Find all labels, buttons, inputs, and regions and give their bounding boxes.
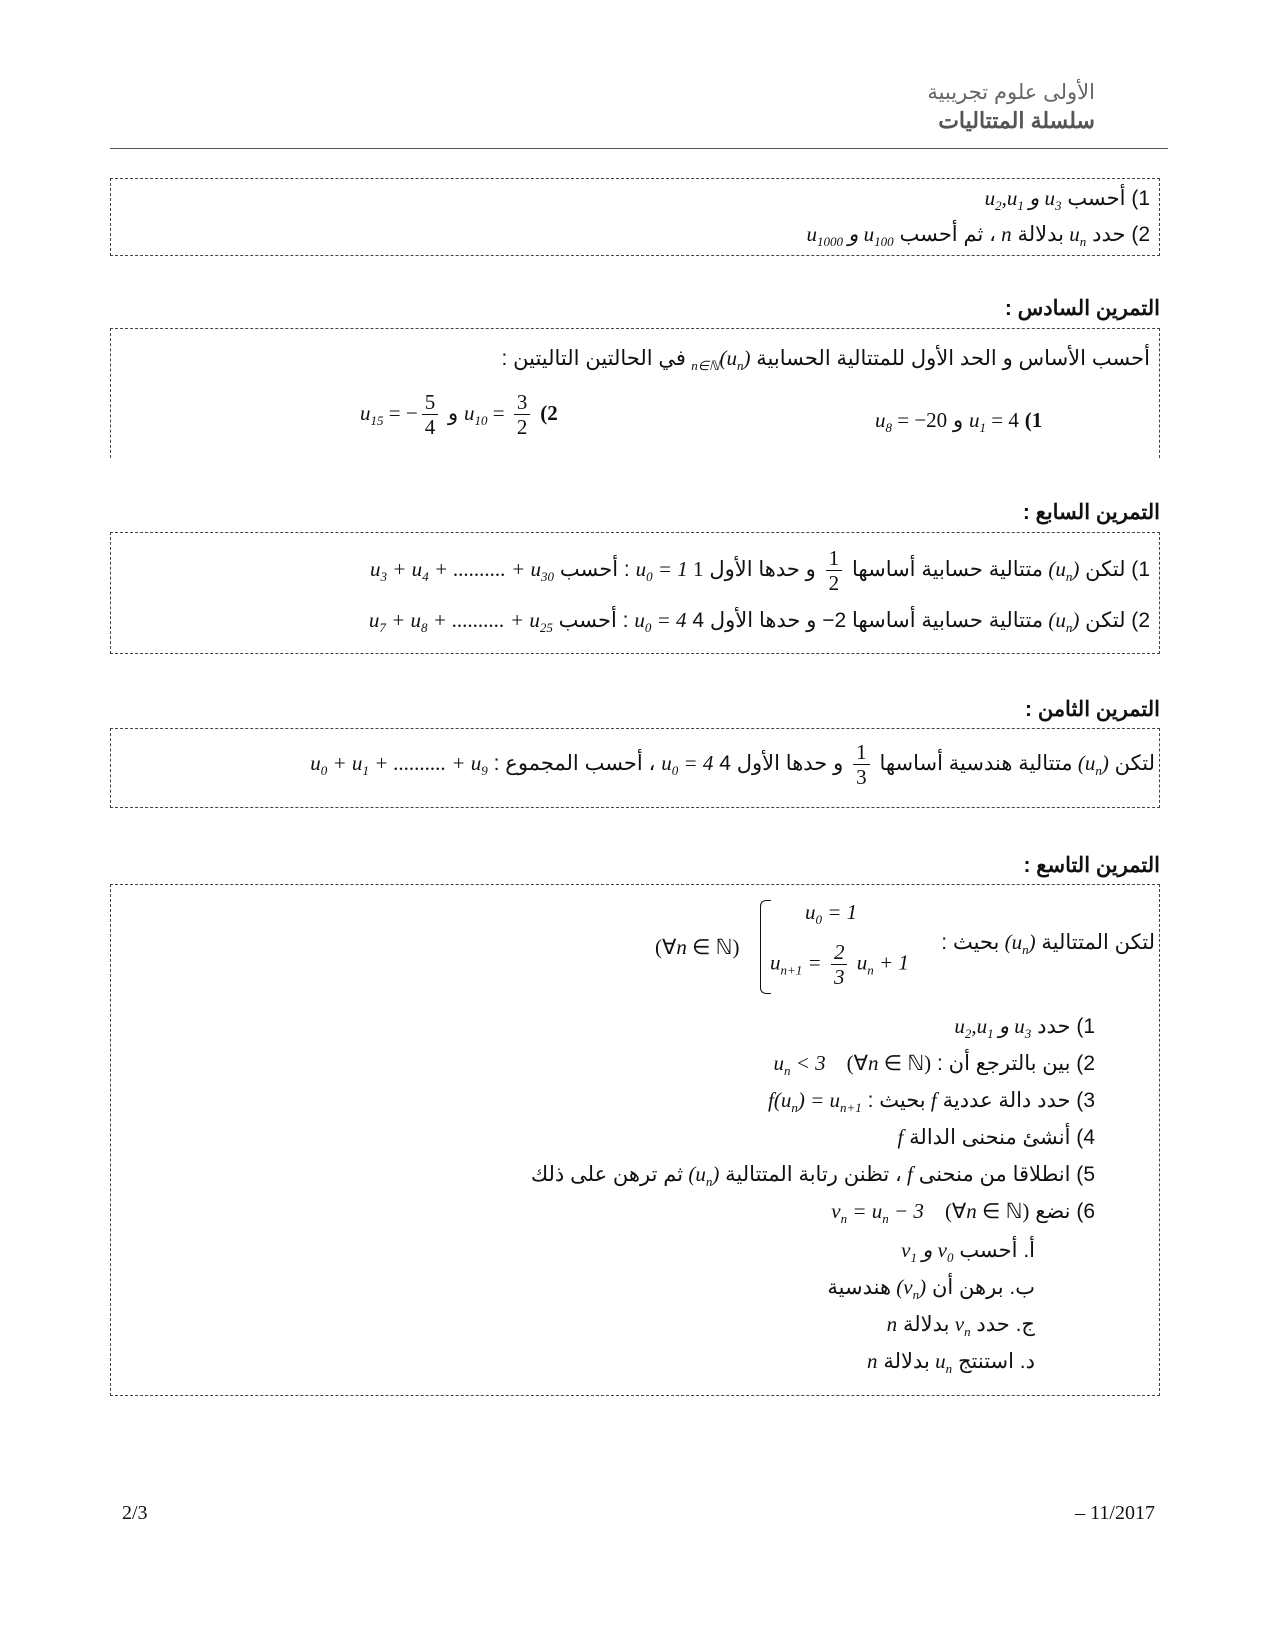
ex6-intro: أحسب الأساس و الحد الأول للمتتالية الحسابية $(u_n)_{n\in ℕ}$ في الحالتين التاليتين :: [501, 346, 1150, 374]
header-level: الأولى علوم تجريبية: [927, 81, 1095, 104]
ex9-system-l2: $u_{n+1}$ = $\frac{2}{3}$ $u_n + 1$: [770, 940, 909, 989]
series-title: سلسلة المتتاليات: [938, 108, 1095, 133]
header-divider: [110, 148, 1168, 149]
ex8-title: التمرين الثامن :: [1025, 698, 1160, 721]
ex9-sub-c: ج. حدد $v_n$ بدلالة n: [886, 1312, 1035, 1340]
ex9-sub-a: أ. أحسب $v_0$ و $v_1$: [901, 1238, 1035, 1266]
ex7-q1: 1) لتكن $(u_n)$ متتالية حسابية أساسها $\frac{1}{2}$ و حدها الأول 1 $u_0 = 1$ : أحسب $u_3 + u_4$ + .......... + $u_{30}$: [370, 546, 1150, 595]
ex9-system-l1: $u_0 = 1$: [805, 900, 858, 928]
top-q2: 2) حدد $u_n$ بدلالة n ، ثم أحسب $u_{100}$ و $u_{1000}$: [806, 222, 1150, 250]
ex9-item1: 1) حدد $u_3$ و $u_2,u_1$: [954, 1014, 1095, 1042]
ex7-q2: 2) لتكن $(u_n)$ متتالية حسابية أساسها 2− و حدها الأول 4 $u_0 = 4$ : أحسب $u_7 + u_8$ + .......... + $u_{25}$: [368, 608, 1150, 636]
ex9-sub-d: د. استنتج $u_n$ بدلالة n: [867, 1349, 1035, 1377]
ex9-sub-b: ب. برهن أن $(v_n)$ هندسية: [827, 1275, 1035, 1303]
ex9-item6: 6) نضع $v_n = u_n - 3$ (∀n ∈ ℕ): [831, 1199, 1095, 1227]
top-q1: 1) أحسب $u_3$ و $u_2,u_1$: [984, 186, 1150, 214]
ex9-intro: لتكن المتتالية $(u_n)$ بحيث :: [941, 930, 1155, 958]
ex9-item5: 5) انطلاقا من منحنى f ، تظنن رتابة المتتالية $(u_n)$ ثم ترهن على ذلك: [530, 1162, 1095, 1190]
ex9-item2: 2) بين بالترجع أن : $u_n < 3$ (∀n ∈ ℕ): [773, 1051, 1095, 1079]
ex9-forall: (∀n ∈ ℕ): [655, 935, 740, 959]
footer-date: – 11/2017: [1075, 1502, 1155, 1524]
ex9-title: التمرين التاسع :: [1023, 854, 1160, 877]
ex6-case2: $u_{15}$ = − $\frac{5}{4}$ و $u_{10}$ = $\frac{3}{2}$ (2: [360, 390, 558, 439]
ex6-title: التمرين السادس :: [1004, 297, 1160, 320]
footer-page: 2/3: [122, 1502, 148, 1524]
ex6-case1: $u_8 = -20$ و $u_1 = 4$ (1: [875, 408, 1043, 436]
ex9-item3: 3) حدد دالة عددية f بحيث : $f(u_n) = u_{n+1}$: [768, 1088, 1095, 1116]
ex7-title: التمرين السابع :: [1022, 501, 1160, 524]
ex9-item4: 4) أنشئ منحنى الدالة f: [897, 1125, 1095, 1149]
ex8-text: لتكن $(u_n)$ متتالية هندسية أساسها $\frac{1}{3}$ و حدها الأول 4 $u_0 = 4$ ، أحسب المجموع : $u_0 + u_1$ + .......... + $u_9$: [310, 740, 1155, 789]
